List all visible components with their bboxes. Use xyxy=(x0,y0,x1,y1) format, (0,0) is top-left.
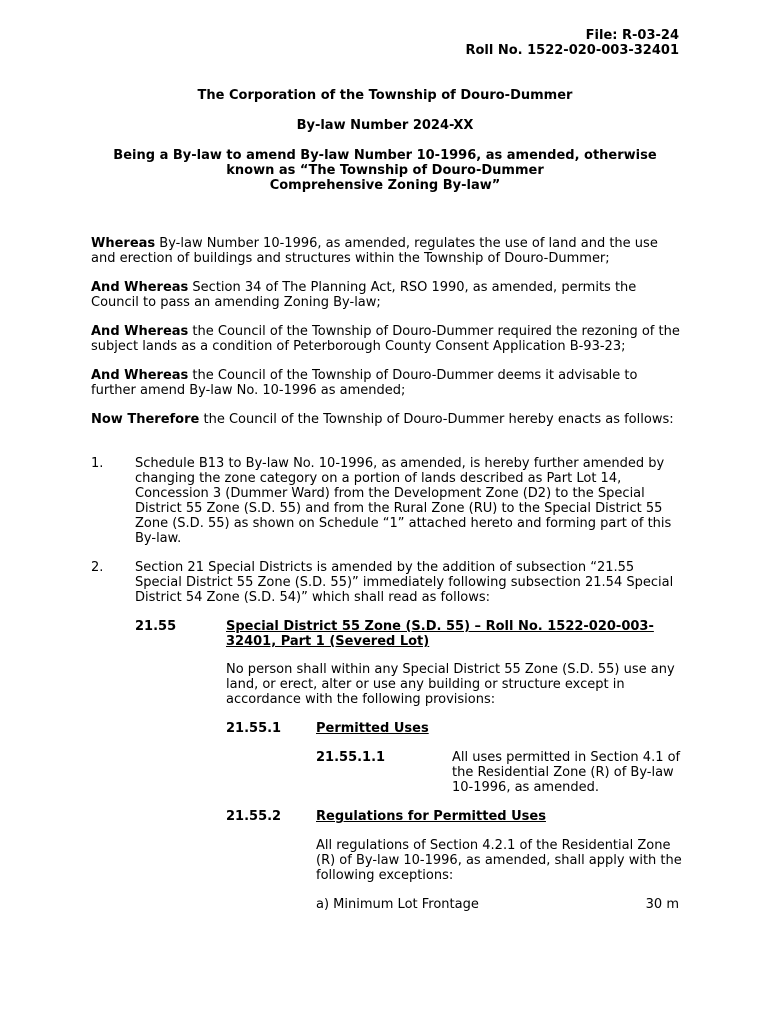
recital-text: the Council of the Township of Douro-Dummer required the rezoning of the subject lands as a condition of Peterborough County Consent Application B-93-23; xyxy=(91,324,680,354)
item-number: 2. xyxy=(91,560,104,575)
recital-whereas xyxy=(91,236,681,266)
item-number: 1. xyxy=(91,456,104,471)
section-intro: No person shall within any Special District 55 Zone (S.D. 55) use any land, or erect, alter or use any building or structure except in accordance with the following provisions: xyxy=(226,662,675,707)
recital-and-whereas xyxy=(91,280,681,310)
bylaw-purpose xyxy=(91,148,679,193)
subsection-intro: All regulations of Section 4.2.1 of the Residential Zone (R) of By-law 10-1996, as amended, shall apply with the following exceptions: xyxy=(316,838,682,883)
bylaw-number: By-law Number 2024-XX xyxy=(296,118,474,133)
clause-number: 21.55.1.1 xyxy=(316,750,386,765)
corporation-title: The Corporation of the Township of Douro-Dummer xyxy=(197,88,573,103)
subsection-number: 21.55.2 xyxy=(226,809,282,824)
item-text: Schedule B13 to By-law No. 10-1996, as amended, is hereby further amended by changing the zone category on a portion of lands described as Part Lot 14, Concession 3 (Dummer Ward) from the Development Zone (D2) to the Special District 55 Zone (S.D. 55) and from the Rural Zone (RU) to the Special District 55 Zone (S.D. 55) as shown on Schedule “1” attached hereto and forming part of this By-law. xyxy=(135,456,672,546)
roll-number: Roll No. 1522-020-003-32401 xyxy=(465,43,679,58)
exception-label: a) Minimum Lot Frontage xyxy=(316,897,479,912)
recital-lead: And Whereas xyxy=(91,368,189,383)
recital-text: Section 34 of The Planning Act, RSO 1990, as amended, permits the Council to pass an amending Zoning By-law; xyxy=(91,280,637,310)
recital-text: the Council of the Township of Douro-Dummer deems it advisable to further amend By-law No. 10-1996 as amended; xyxy=(91,368,638,398)
subsection-heading: Permitted Uses xyxy=(316,721,429,736)
recital-lead: Now Therefore xyxy=(91,412,200,427)
subsection-heading: Regulations for Permitted Uses xyxy=(316,809,546,824)
recital-lead: And Whereas xyxy=(91,280,189,295)
recital-lead: And Whereas xyxy=(91,324,189,339)
enacting-clause xyxy=(91,412,681,427)
clause-text: All uses permitted in Section 4.1 of the Residential Zone (R) of By-law 10-1996, as amended. xyxy=(452,750,681,795)
section-number: 21.55 xyxy=(135,619,177,634)
subsection-number: 21.55.1 xyxy=(226,721,282,736)
section-heading: Special District 55 Zone (S.D. 55) – Roll No. 1522-020-003-32401, Part 1 (Severed Lot) xyxy=(226,619,654,649)
purpose-line: Comprehensive Zoning By-law” xyxy=(269,178,501,193)
exception-value: 30 m xyxy=(645,897,679,912)
file-header xyxy=(465,28,679,58)
file-number: File: R-03-24 xyxy=(585,28,679,43)
recital-lead: Whereas xyxy=(91,236,156,251)
purpose-line: known as “The Township of Douro-Dummer xyxy=(226,163,544,178)
item-text: Section 21 Special Districts is amended by the addition of subsection “21.55 Special District 55 Zone (S.D. 55)” immediately following subsection 21.54 Special District 54 Zone (S.D. 54)” which shall read as follows: xyxy=(135,560,674,605)
recital-and-whereas xyxy=(91,368,681,398)
purpose-line: Being a By-law to amend By-law Number 10-1996, as amended, otherwise xyxy=(113,148,657,163)
recital-text: the Council of the Township of Douro-Dummer hereby enacts as follows: xyxy=(199,412,674,427)
recital-and-whereas xyxy=(91,324,681,354)
recital-text: By-law Number 10-1996, as amended, regulates the use of land and the use and erection of buildings and structures within the Township of Douro-Dummer; xyxy=(91,236,658,266)
